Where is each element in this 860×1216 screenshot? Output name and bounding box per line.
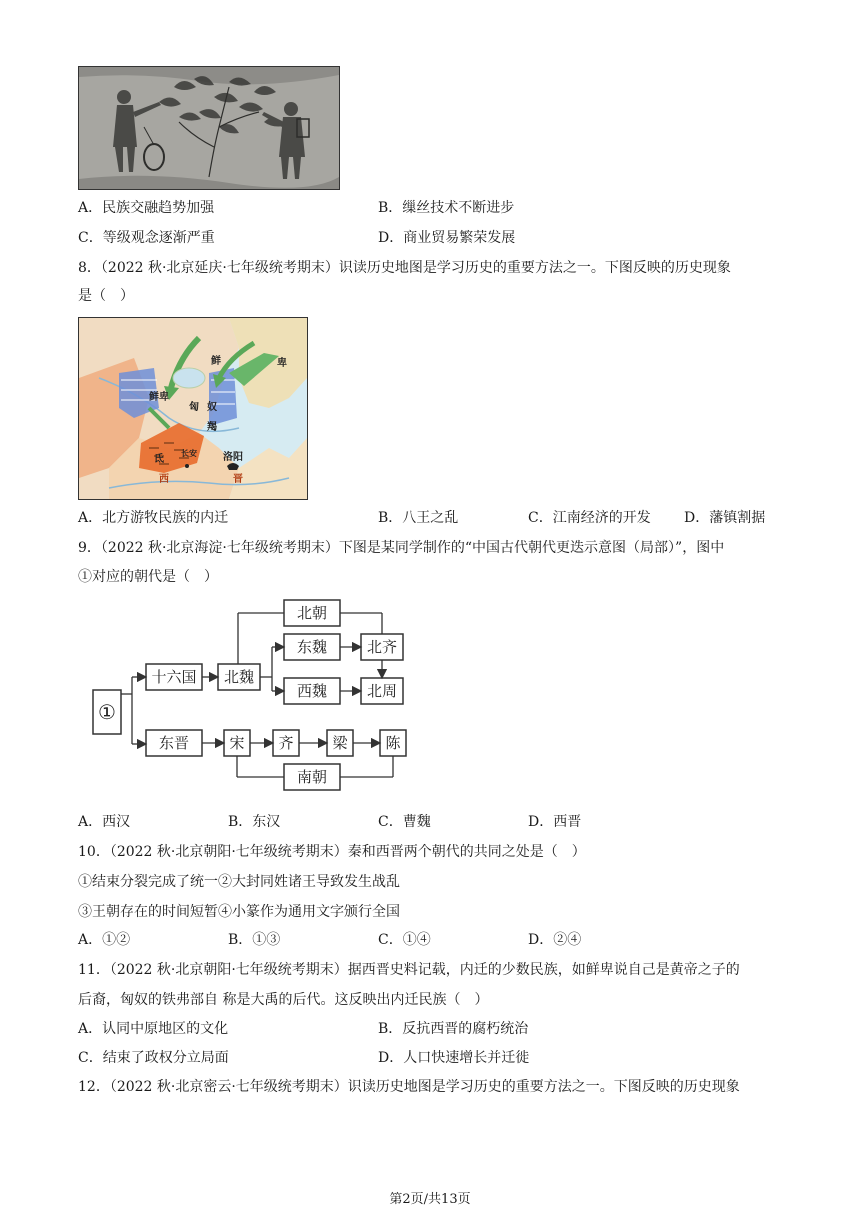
q10-stem: 10．（2022 秋·北京朝阳·七年级统考期末）秦和西晋两个朝代的共同之处是（ ） [78, 844, 586, 860]
map-label-luoyang: 洛阳 [223, 452, 243, 463]
mural-figure [78, 66, 340, 190]
map-label-jin: 晋 [233, 474, 243, 485]
q9-stem-line2: ①对应的朝代是（ ） [78, 569, 218, 585]
q12-stem-line1: 12．（2022 秋·北京密云·七年级统考期末）识读历史地图是学习历史的重要方法之一。下图反映的历史现象 [78, 1079, 740, 1095]
q10-option-a: A．①② [78, 932, 131, 948]
q11-option-d: D．人口快速增长并迁徙 [378, 1050, 530, 1066]
q8-option-d: D．藩镇割据 [684, 510, 766, 526]
q9-option-c: C．曹魏 [378, 814, 431, 830]
diagram-song: 宋 [229, 734, 245, 752]
q11-stem-line2: 后裔，匈奴的铁弗部自 称是大禹的后代。这反映出内迁民族（ ） [78, 992, 489, 1008]
mural-painting-image [79, 67, 339, 189]
map-label-changan: 长安 [181, 448, 197, 458]
diagram-eastern-wei: 东魏 [296, 638, 328, 656]
diagram-northern-qi: 北齐 [366, 638, 398, 656]
map-label-xianbei: 鲜卑 [149, 392, 169, 403]
q11-stem-line1: 11．（2022 秋·北京朝阳·七年级统考期末）据西晋史料记载，内迁的少数民族，如鲜卑说自己是黄帝之子的 [78, 962, 740, 978]
q7-option-d: D．商业贸易繁荣发展 [378, 230, 516, 246]
q9-stem-line1: 9．（2022 秋·北京海淀·七年级统考期末）下图是某同学制作的“中国古代朝代更迭示意图（局部）”，图中 [78, 540, 725, 556]
q8-option-c: C．江南经济的开发 [528, 510, 651, 526]
diagram-northern-wei: 北魏 [223, 668, 255, 686]
diagram-northern-dynasties: 北朝 [296, 604, 328, 622]
diagram-root: ① [98, 700, 116, 724]
diagram-qi: 齐 [278, 734, 294, 752]
diagram-liang: 梁 [332, 734, 348, 752]
q10-option-b: B．①③ [228, 932, 281, 948]
diagram-sixteen-kingdoms: 十六国 [151, 668, 197, 686]
map-label-xi: 西 [159, 474, 169, 485]
q10-option-d: D．②④ [528, 932, 582, 948]
map-figure [78, 317, 308, 500]
diagram-eastern-jin: 东晋 [158, 734, 190, 752]
q7-option-b: B．缫丝技术不断进步 [378, 200, 515, 216]
q8-stem-line1: 8．（2022 秋·北京延庆·七年级统考期末）识读历史地图是学习历史的重要方法之一。下图反映的历史现象 [78, 260, 731, 276]
q8-option-a: A．北方游牧民族的内迁 [78, 510, 229, 526]
q11-option-a: A．认同中原地区的文化 [78, 1021, 229, 1037]
diagram-southern-dynasties: 南朝 [296, 768, 328, 786]
q9-option-a: A．西汉 [78, 814, 131, 830]
q9-option-d: D．西晋 [528, 814, 582, 830]
diagram-northern-zhou: 北周 [366, 682, 398, 700]
map-label-xiong: 匈 [189, 402, 199, 413]
page-footer: 第2页/共13页 [389, 1192, 471, 1207]
diagram-western-wei: 西魏 [296, 682, 328, 700]
q7-option-a: A．民族交融趋势加强 [78, 200, 215, 216]
dynasty-diagram [88, 594, 418, 824]
map-label-nu: 奴 [207, 402, 217, 413]
q9-option-b: B．东汉 [228, 814, 281, 830]
q8-stem-line2: 是（ ） [78, 288, 134, 304]
diagram-boxes [93, 600, 406, 790]
map-label-bei: 卑 [277, 358, 287, 369]
q10-items-line2: ③王朝存在的时间短暂④小篆作为通用文字颁行全国 [78, 904, 400, 920]
q10-option-c: C．①④ [378, 932, 431, 948]
diagram-chen: 陈 [385, 734, 401, 752]
map-label-xian: 鲜 [211, 356, 221, 367]
q8-option-b: B．八王之乱 [378, 510, 459, 526]
map-label-di: 氐 [154, 454, 164, 465]
q10-items-line1: ①结束分裂完成了统一②大封同姓诸王导致发生战乱 [78, 874, 400, 890]
q11-option-c: C．结束了政权分立局面 [78, 1050, 229, 1066]
map-label-jie: 羯 [207, 422, 217, 433]
q11-option-b: B．反抗西晋的腐朽统治 [378, 1021, 529, 1037]
q7-option-c: C．等级观念逐渐严重 [78, 230, 215, 246]
